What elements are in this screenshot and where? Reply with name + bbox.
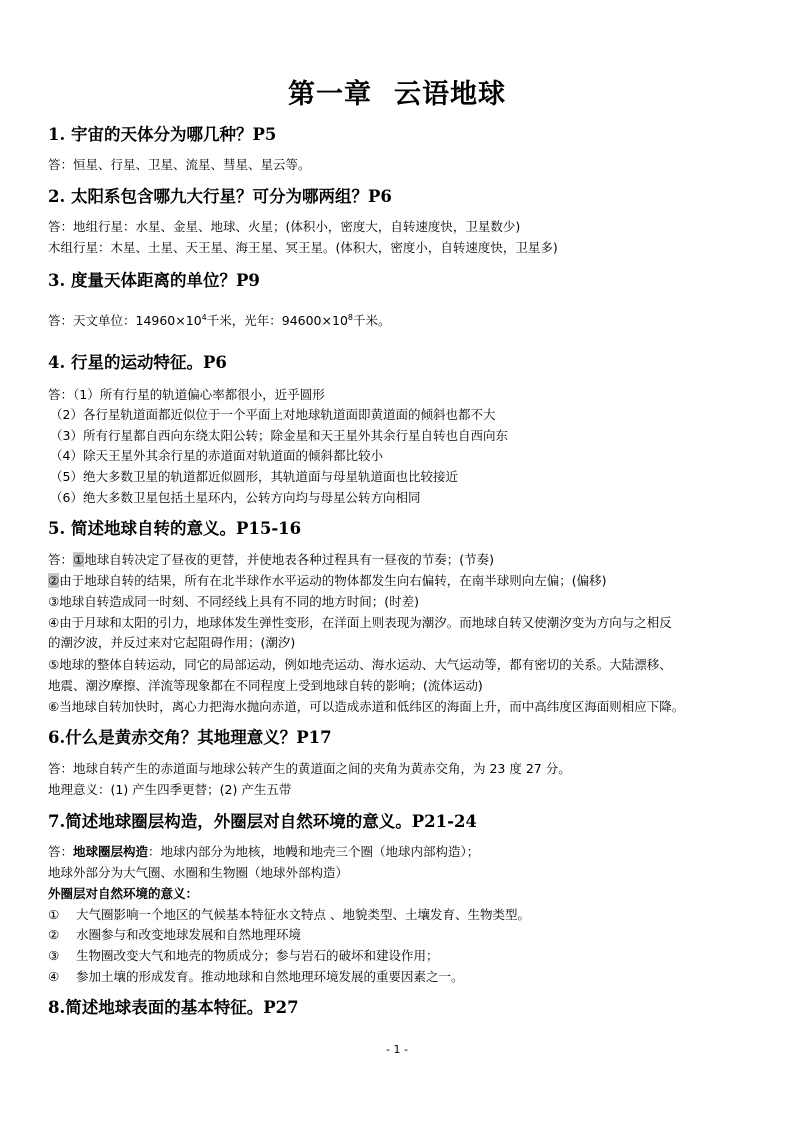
item-3-number: ③ [48, 948, 60, 963]
item-4-number: ④ [48, 969, 60, 984]
item-2-number: ② [48, 927, 60, 942]
answer-2-line-1: 答：地组行星：水星、金星、地球、火星；(体积小，密度大，自转速度快，卫星数少) [48, 219, 521, 234]
answer-5-line-5b: 地震、潮汐摩擦、洋流等现象都在不同程度上受到地球自转的影响；(流体运动) [48, 678, 483, 693]
answer-2-line-2: 木组行星：木星、土星、天王星、海王星、冥王星。(体积大，密度小，自转速度快，卫星多) [48, 240, 558, 255]
question-1-heading: 1. 宇宙的天体分为哪几种？P5 [48, 125, 277, 144]
item-4-text: 参加土壤的形成发育。推动地球和自然地理环境发展的重要因素之一。 [76, 969, 464, 984]
answer-5-line-6: ⑥当地球自转加快时，离心力把海水抛向赤道，可以造成赤道和低纬区的海面上升，而中高纬度区海面则相应下降。 [48, 699, 685, 714]
answer-5-line-2 [48, 572, 606, 590]
answer-4-line-1: 答：（1）所有行星的轨道偏心率都很小，近乎圆形 [48, 387, 325, 402]
question-7-heading: 7.简述地球圈层构造，外圈层对自然环境的意义。P21-24 [48, 812, 477, 831]
answer-3 [48, 312, 391, 330]
circled-number-2: ② [48, 573, 60, 588]
question-2-heading: 2. 太阳系包含哪九大行星？可分为哪两组？P6 [48, 187, 392, 206]
answer-7-item-4 [48, 968, 464, 986]
answer-3-exponent-2: 8 [347, 312, 353, 322]
answer-4-line-5: （5）绝大多数卫星的轨道都近似圆形，其轨道面与母星轨道面也比较接近 [50, 469, 458, 484]
answer-6-line-2: 地理意义：(1) 产生四季更替；(2) 产生五带 [48, 782, 292, 797]
answer-4-line-6: （6）绝大多数卫星包括土星环内，公转方向均与母星公转方向相同 [50, 490, 421, 505]
question-6-heading: 6.什么是黄赤交角？其地理意义？P17 [48, 728, 332, 747]
question-4-heading: 4. 行星的运动特征。P6 [48, 353, 227, 372]
answer-5-line-4b: 的潮汐波，并反过来对它起阻碍作用；(潮汐) [48, 635, 296, 650]
chapter-title [0, 72, 794, 111]
answer-3-post: 千米。 [353, 313, 391, 328]
answer-4-line-3: （3）所有行星都自西向东绕太阳公转；除金星和天王星外其余行星自转也自西向东 [50, 428, 508, 443]
answer-7-line-1 [48, 843, 479, 861]
answer-7-line-2: 地球外部分为大气圈、水圈和生物圈（地球外部构造） [48, 865, 349, 880]
answer-7-line-1-text: ：地球内部分为地核，地幔和地壳三个圈（地球内部构造）； [148, 844, 480, 859]
answer-5-prefix: 答： [48, 552, 74, 567]
question-3-heading: 3. 度量天体距离的单位？P9 [48, 271, 260, 290]
answer-5-item-2: 由于地球自转的结果，所有在北半球作水平运动的物体都发生向右偏转，在南半球则向左偏；(偏移) [59, 573, 607, 588]
answer-4-line-2: （2）各行星轨道面都近似位于一个平面上对地球轨道面即黄道面的倾斜也都不大 [50, 407, 496, 422]
answer-7-bold-label: 地球圈层构造 [73, 844, 149, 859]
answer-5-line-5a: ⑤地球的整体自转运动，同它的局部运动，例如地壳运动、海水运动、大气运动等，都有密切的关系。大陆漂移、 [48, 657, 672, 672]
answer-7-item-1 [48, 906, 530, 924]
answer-5-line-4a: ④由于月球和太阳的引力，地球体发生弹性变形，在洋面上则表现为潮汐。而地球自转又使潮汐变为方向与之相反 [48, 615, 672, 630]
answer-6-line-1: 答：地球自转产生的赤道面与地球公转产生的黄道面之间的夹角为黄赤交角，为 23 度 27 分。 [48, 761, 571, 776]
question-5-heading: 5. 简述地球自转的意义。P15-16 [48, 519, 302, 538]
item-1-number: ① [48, 907, 60, 922]
question-8-heading: 8.简述地球表面的基本特征。P27 [48, 998, 299, 1017]
answer-4-line-4: （4）除天王星外其余行星的赤道面对轨道面的倾斜都比较小 [50, 448, 383, 463]
answer-1: 答：恒星、行星、卫星、流星、彗星、星云等。 [48, 157, 311, 172]
chapter-number: 第一章 [288, 79, 372, 110]
page-number: - 1 - [386, 1043, 408, 1056]
answer-5-line-3: ③地球自转造成同一时刻、不同经线上具有不同的地方时间；(时差) [48, 594, 419, 609]
answer-3-pre: 答：天文单位：14960×10 [48, 313, 202, 328]
answer-7-item-3 [48, 947, 439, 965]
circled-number-1: ① [73, 552, 85, 567]
answer-7-prefix: 答： [48, 844, 74, 859]
answer-3-exponent-1: 4 [201, 312, 207, 322]
answer-5-line-1 [48, 551, 494, 569]
answer-3-mid: 千米，光年：94600×10 [206, 313, 348, 328]
answer-7-subheading: 外圈层对自然环境的意义： [48, 886, 199, 901]
item-3-text: 生物圈改变大气和地壳的物质成分；参与岩石的破坏和建设作用； [76, 948, 439, 963]
item-1-text: 大气圈影响一个地区的气候基本特征水文特点 、地貌类型、土壤发育、生物类型。 [76, 907, 530, 922]
answer-5-item-1: 地球自转决定了昼夜的更替，并使地表各种过程具有一昼夜的节奏；(节奏) [84, 552, 494, 567]
answer-7-item-2 [48, 926, 301, 944]
item-2-text: 水圈参与和改变地球发展和自然地理环境 [76, 927, 302, 942]
chapter-name: 云语地球 [394, 79, 506, 110]
